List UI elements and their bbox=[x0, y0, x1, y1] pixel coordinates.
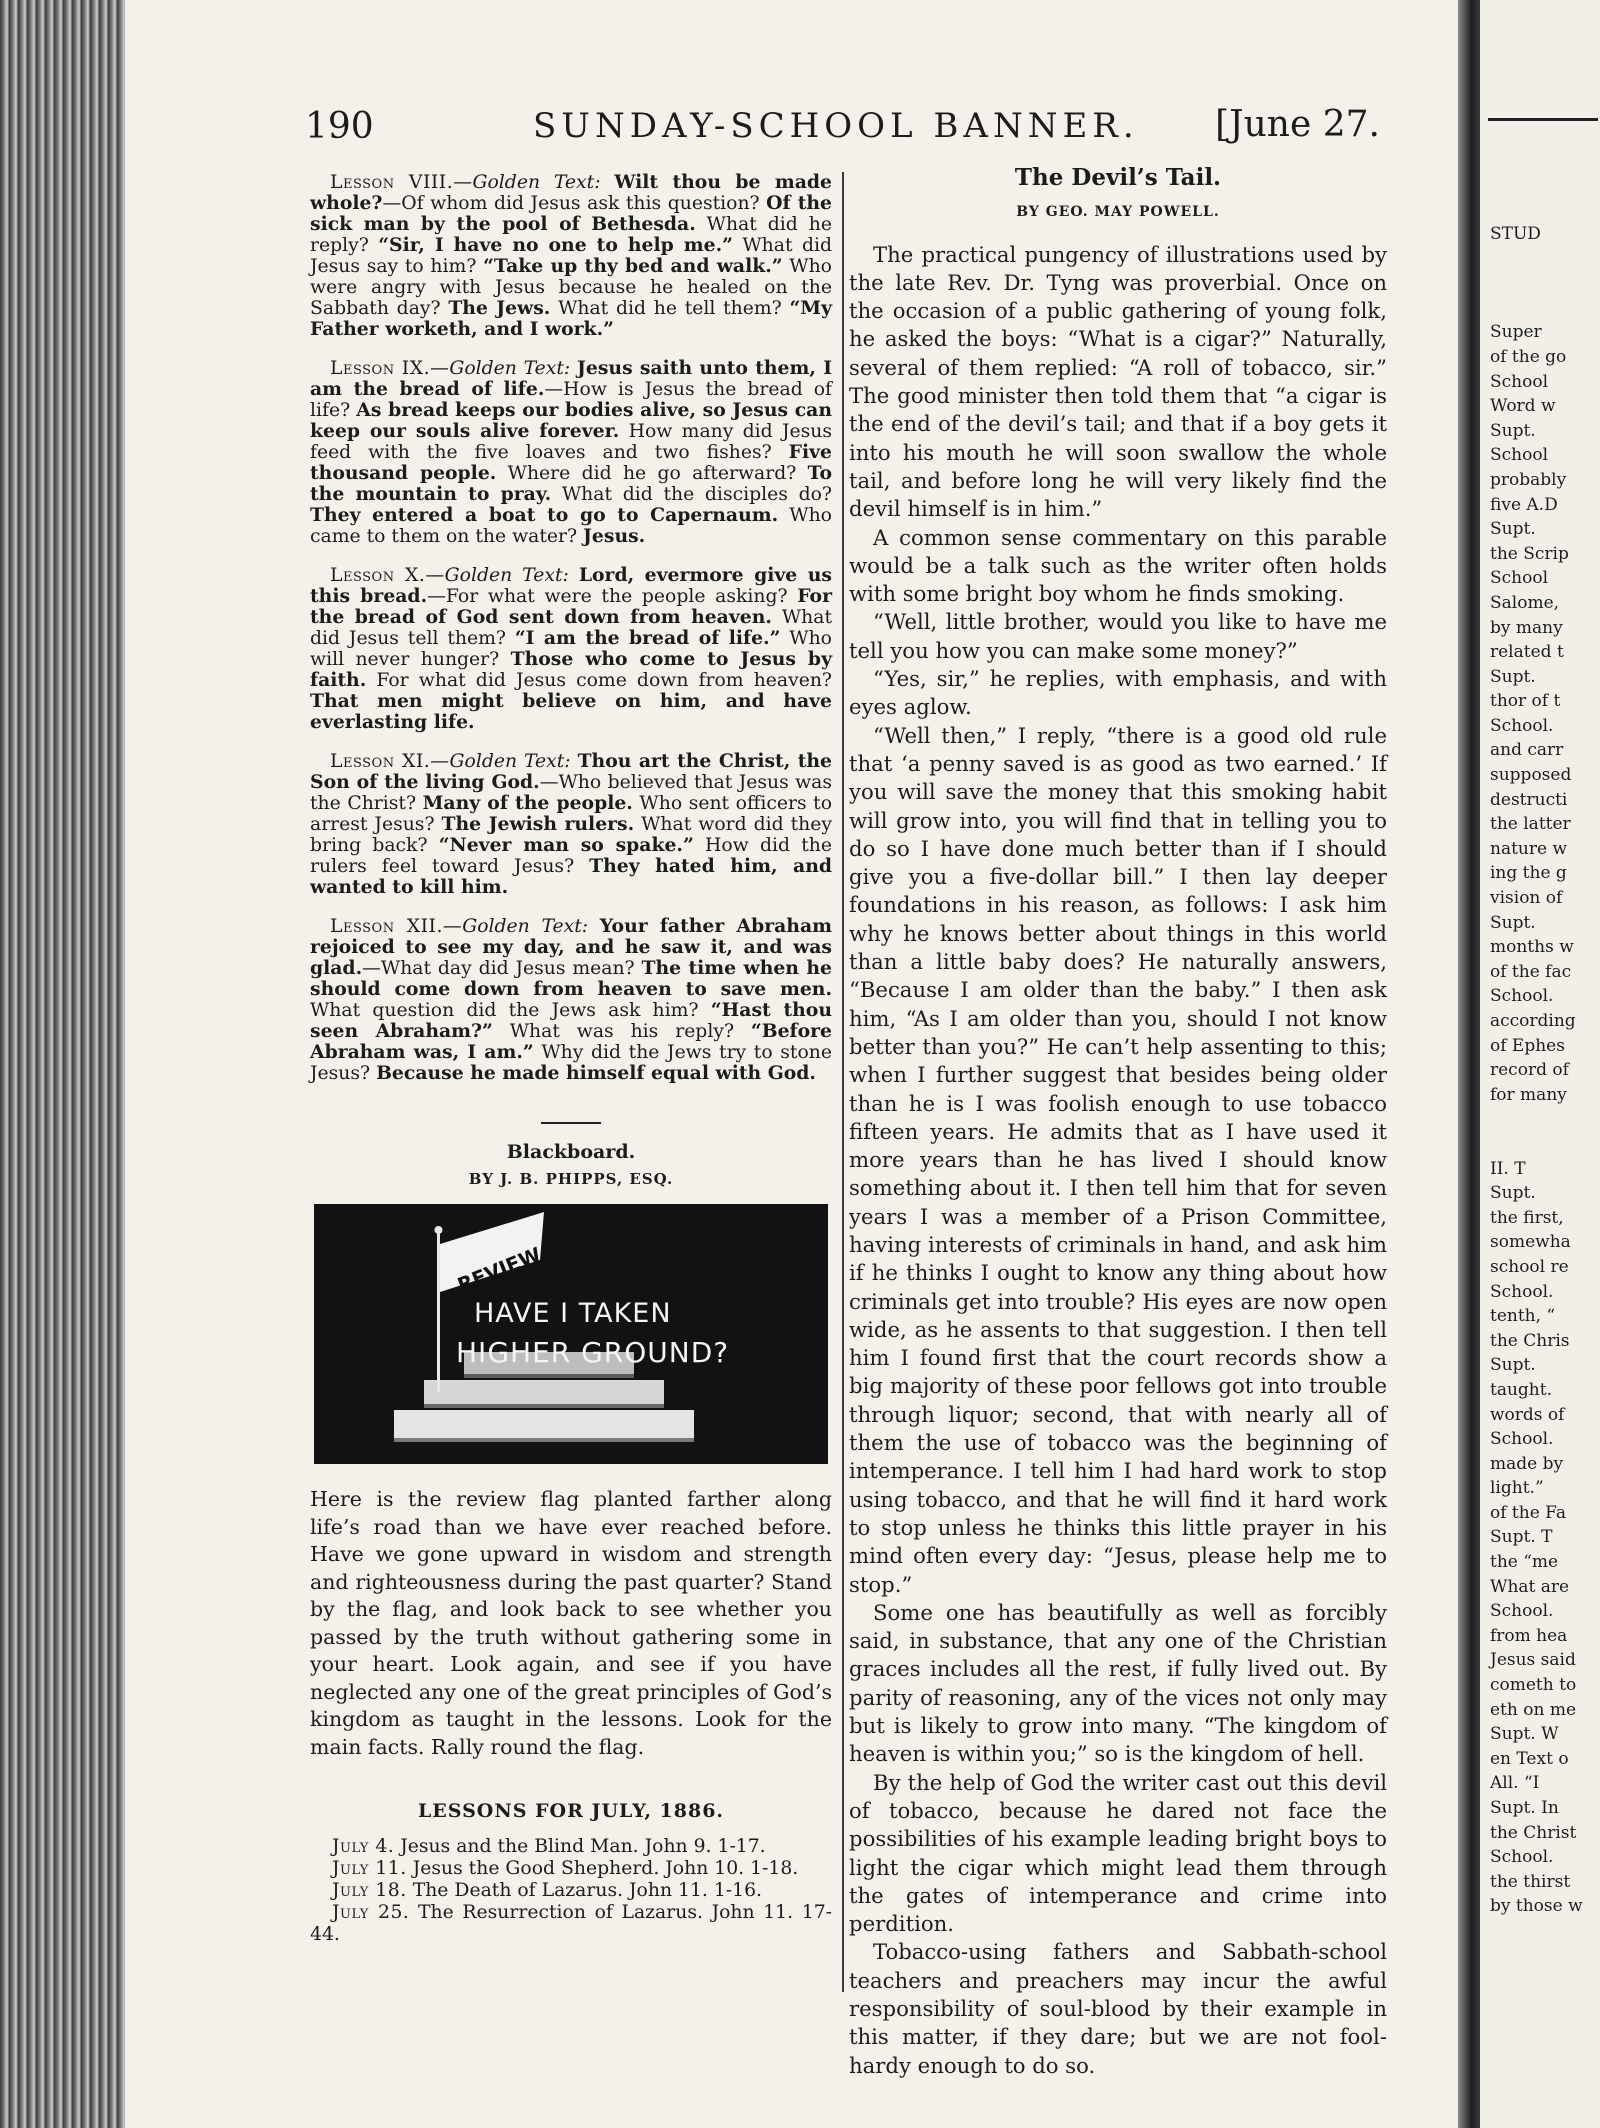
facing-page-line: of Ephes bbox=[1490, 1035, 1565, 1056]
facing-page-line: Supt. W bbox=[1490, 1724, 1559, 1745]
facing-page-line: supposed bbox=[1490, 765, 1572, 786]
facing-page-line: of the Fa bbox=[1490, 1502, 1566, 1523]
right-column bbox=[849, 164, 1387, 2080]
facing-page-line bbox=[1490, 247, 1583, 272]
facing-page-line: school re bbox=[1490, 1256, 1569, 1277]
facing-page-line: School. bbox=[1490, 1429, 1554, 1450]
facing-page-line: School. bbox=[1490, 1601, 1554, 1622]
facing-page-line: ing the g bbox=[1490, 863, 1567, 884]
article-paragraph: A common sense commentary on this parable would be a talk such as the writer often holds with some bright boy whom he finds smoking. bbox=[849, 524, 1387, 607]
july-lessons-list bbox=[310, 1836, 832, 1946]
facing-page-line: School. bbox=[1490, 1281, 1554, 1302]
facing-page-line: Supt. bbox=[1490, 1355, 1536, 1376]
left-column bbox=[310, 172, 832, 1946]
facing-page-line: the thirst bbox=[1490, 1871, 1571, 1892]
lesson-review-item: Lesson X.—Golden Text: Lord, evermore give us this bread.—For what were the people asking? For the bread of God sent down from heaven. What did Jesus tell them? “I am the bread of life.” Who will never hunger? Those who come to Jesus by faith. For what did Jesus come down from heaven? That men might believe on him, and have everlasting life. bbox=[310, 564, 833, 733]
book-gutter bbox=[1458, 0, 1480, 2128]
facing-page-line: the latter bbox=[1490, 814, 1571, 835]
facing-page-line: Supt. In bbox=[1490, 1798, 1559, 1818]
blackboard-illustration bbox=[314, 1204, 828, 1464]
facing-page-line: by many bbox=[1490, 617, 1563, 638]
blackboard-drawing bbox=[314, 1204, 828, 1464]
facing-page-header-rule bbox=[1488, 118, 1598, 121]
facing-page-line bbox=[1490, 1107, 1583, 1132]
facing-page-line: en Text o bbox=[1490, 1748, 1569, 1769]
facing-page-line: of the fac bbox=[1490, 961, 1572, 982]
lesson-review-list bbox=[310, 172, 832, 1084]
facing-page-line: Salome, bbox=[1490, 592, 1560, 613]
article-paragraph: “Well, little brother, would you like to have me tell you how you can make some money?” bbox=[849, 609, 1387, 663]
article-paragraph: Some one has beautifully as well as forcibly said, in substance, that any one of the Christian graces includes all the rest, if fully lived out. By parity of reasoning, any of the vices not only may but is likely to grow into many. “The kingdom of heaven is within you;” so is the kingdom of hell. bbox=[849, 1599, 1387, 1767]
article-paragraph: By the help of God the writer cast out this devil of tobacco, because he dared not face the possibilities of his example leading bright boys to light the cigar which might lead them through the gates of intemperance and crime into perdition. bbox=[849, 1769, 1387, 1937]
facing-page-line: Supt. bbox=[1490, 1183, 1536, 1204]
blackboard-line-1: HAVE I TAKEN bbox=[474, 1298, 672, 1329]
flag-label: REVIEW bbox=[453, 1242, 545, 1298]
facing-page-line: School. bbox=[1490, 986, 1554, 1007]
facing-page-line: the Scrip bbox=[1490, 543, 1569, 564]
blackboard-line-2: HIGHER GROUND? bbox=[456, 1336, 730, 1369]
facing-page-line: Supt. T bbox=[1490, 1527, 1553, 1548]
facing-page-line: STUD bbox=[1490, 224, 1541, 244]
facing-page-line: taught. bbox=[1490, 1379, 1552, 1400]
facing-page-line: Super bbox=[1490, 322, 1542, 343]
july-lessons-title: LESSONS FOR JULY, 1886. bbox=[417, 1800, 725, 1822]
facing-page-line: School bbox=[1490, 371, 1549, 392]
facing-page-line: light.” bbox=[1490, 1478, 1544, 1499]
publication-title: SUNDAY-SCHOOL BANNER. bbox=[533, 106, 1139, 146]
facing-page-line: School bbox=[1490, 445, 1549, 466]
facing-page-line: Supt. bbox=[1490, 420, 1536, 441]
article-paragraph: The practical pungency of illustrations used by the late Rev. Dr. Tyng was proverbial. Once on the occasion of a public gathering of young folk, he asked the boys: “What is a cigar?” Naturally, several of them replied: “A roll of tobacco, sir.” The good minister then told them that “a cigar is the end of the devil’s tail; and that if a boy gets it into his mouth he will soon swallow the whole tail, and before long he will very likely find the devil himself is in him.” bbox=[849, 241, 1387, 522]
facing-page-line: the Christ bbox=[1490, 1822, 1577, 1843]
facing-page-line: record of bbox=[1490, 1060, 1569, 1081]
facing-page-line: of the go bbox=[1490, 346, 1567, 367]
facing-page-line: Supt. bbox=[1490, 519, 1536, 540]
facing-page-line: Supt. bbox=[1490, 666, 1536, 687]
lesson-review-item: Lesson VIII.—Golden Text: Wilt thou be made whole?—Of whom did Jesus ask this question? Of the sick man by the pool of Bethesda. What did he reply? “Sir, I have no one to help me.” What did Jesus say to him? “Take up thy bed and walk.” Who were angry with Jesus because he healed on the Sabbath day? The Jews. What did he tell them? “My Father worketh, and I work.” bbox=[310, 171, 833, 340]
facing-page-line: nature w bbox=[1490, 838, 1568, 859]
facing-page-line: School bbox=[1490, 568, 1549, 589]
facing-page-line bbox=[1490, 1132, 1583, 1157]
facing-page-line: five A.D bbox=[1490, 494, 1558, 515]
facing-page-fragment bbox=[1480, 0, 1600, 2128]
lesson-review-item: Lesson XI.—Golden Text: Thou art the Christ, the Son of the living God.—Who believed that Jesus was the Christ? Many of the people. Who sent officers to arrest Jesus? The Jewish rulers. What word did they bring back? “Never man so spake.” How did the rulers feel toward Jesus? They hated him, and wanted to kill him. bbox=[310, 750, 833, 898]
facing-page-line: probably bbox=[1490, 469, 1567, 490]
article-body bbox=[849, 241, 1387, 2080]
facing-page-line: Word w bbox=[1490, 396, 1556, 417]
facing-page-line: made by bbox=[1490, 1453, 1564, 1474]
july-lesson-item: July 11. Jesus the Good Shepherd. John 10. 1-18. bbox=[332, 1858, 799, 1879]
facing-page-line: words of bbox=[1490, 1404, 1565, 1425]
facing-page-line: for many bbox=[1490, 1084, 1567, 1105]
facing-page-line bbox=[1490, 296, 1583, 321]
blackboard-title: Blackboard. bbox=[506, 1141, 636, 1163]
article-byline: BY GEO. MAY POWELL. bbox=[1016, 204, 1220, 221]
page-number: 190 bbox=[305, 106, 374, 147]
article-paragraph: “Well then,” I reply, “there is a good old rule that ‘a penny saved is as good as two earned.’ If you will save the money that this smoking habit will grow into, you will find that in telling you to do so I have done much better than if I should give you a five-dollar bill.” I then lay deeper foundations in his reason, as follows: I ask him why he knows better about things in this world than a little baby does? He naturally answers, “Because I am older than the baby.” I then ask him, “As I am older than you, should I not know better than you?” He can’t help assenting to this; when I further suggest that besides being older than he is I was foolish enough to use tobacco fifteen years. He admits that as I have used it more years than he has lived I should know something about it. I then tell him that for seven years I was a member of a Prison Committee, having interests of criminals in hand, and ask him if he thinks I ought to know any thing about how criminals get into trouble? His eyes are now open wide, as he assents to that suggestion. I then tell him I found first that the court records show a big majority of these poor fellows got into trouble through liquor; second, that with nearly all of them the use of tobacco was the beginning of intemperance. I tell him I had hard work to stop using tobacco, and that he will find it hard work to stop unless he thinks this little prayer in his mind often every day: “Jesus, please help me to stop.” bbox=[849, 722, 1388, 1597]
facing-page-line: What are bbox=[1490, 1576, 1570, 1597]
facing-page-line: thor of t bbox=[1490, 691, 1561, 712]
facing-page-line: vision of bbox=[1490, 888, 1563, 909]
facing-page-line: cometh to bbox=[1490, 1675, 1577, 1696]
section-divider bbox=[541, 1122, 601, 1124]
facing-page-line: destructi bbox=[1490, 789, 1568, 810]
facing-page-line: from hea bbox=[1490, 1625, 1568, 1646]
facing-page-line: the first, bbox=[1490, 1207, 1564, 1228]
facing-page-line: according bbox=[1490, 1011, 1576, 1031]
july-lesson-item: July 25. The Resurrection of Lazarus. John 11. 17-44. bbox=[310, 1902, 832, 1945]
lesson-review-item: Lesson IX.—Golden Text: Jesus saith unto them, I am the bread of life.—How is Jesus the bread of life? As bread keeps our bodies alive, so Jesus can keep our souls alive forever. How many did Jesus feed with the five loaves and two fishes? Five thousand people. Where did he go afterward? To the mountain to pray. What did the disciples do? They entered a boat to go to Capernaum. Who came to them on the water? Jesus. bbox=[310, 357, 832, 547]
page-header bbox=[305, 100, 1380, 160]
facing-page-line: School. bbox=[1490, 1847, 1554, 1868]
article-paragraph: “Yes, sir,” he replies, with emphasis, and with eyes aglow. bbox=[849, 666, 1387, 720]
july-lesson-item: July 4. Jesus and the Blind Man. John 9. 1-17. bbox=[332, 1836, 766, 1857]
blackboard-byline: BY J. B. PHIPPS, ESQ. bbox=[468, 1170, 674, 1188]
blackboard-paragraph: Here is the review flag planted farther along life’s road than we have ever reached before. Have we gone upward in wisdom and strength and righteousness during the past quarter? Stand by the flag, and look back to see whether you passed by the truth without gathering some in your heart. Look again, and see if you have neglected any one of the great principles of God’s kingdom as taught in the lessons. Look for the main facts. Rally round the flag. bbox=[310, 1487, 832, 1759]
issue-date: [June 27. bbox=[1215, 104, 1380, 145]
facing-page-line: the “me bbox=[1490, 1552, 1559, 1573]
column-divider bbox=[842, 172, 844, 1992]
facing-page-line: All. “I bbox=[1490, 1773, 1540, 1794]
facing-page-line: months w bbox=[1490, 937, 1574, 958]
article-paragraph: Tobacco-using fathers and Sabbath-school teachers and preachers may incur the awful responsibility of soul-blood by their example in this matter, if they dare; but we are not fool-hardy enough to do so. bbox=[849, 1939, 1387, 2078]
facing-page-line: Supt. bbox=[1490, 912, 1536, 933]
facing-page-line: related t bbox=[1490, 642, 1564, 663]
facing-page-line: eth on me bbox=[1490, 1699, 1577, 1720]
facing-page-line: School. bbox=[1490, 715, 1554, 736]
book-binding-edge bbox=[0, 0, 125, 2128]
lesson-review-item: Lesson XII.—Golden Text: Your father Abraham rejoiced to see my day, and he saw it, and was glad.—What day did Jesus mean? The time when he should come down from heaven to save men. What question did the Jews ask him? “Hast thou seen Abraham?” What was his reply? “Before Abraham was, I am.” Why did the Jews try to stone Jesus? Because he made himself equal with God. bbox=[310, 915, 832, 1084]
july-lesson-item: July 18. The Death of Lazarus. John 11. 1-16. bbox=[332, 1880, 763, 1901]
facing-page-line bbox=[1490, 271, 1583, 296]
facing-page-lines bbox=[1490, 222, 1583, 1919]
facing-page-line: by those w bbox=[1490, 1896, 1583, 1917]
facing-page-line: II. T bbox=[1490, 1158, 1526, 1179]
article-title: The Devil’s Tail. bbox=[1014, 164, 1222, 191]
facing-page-line: somewha bbox=[1490, 1232, 1571, 1253]
facing-page-line: and carr bbox=[1490, 740, 1564, 761]
facing-page-line: tenth, “ bbox=[1490, 1306, 1556, 1327]
facing-page-line: Jesus said bbox=[1490, 1650, 1576, 1671]
facing-page-line: the Chris bbox=[1490, 1330, 1570, 1351]
